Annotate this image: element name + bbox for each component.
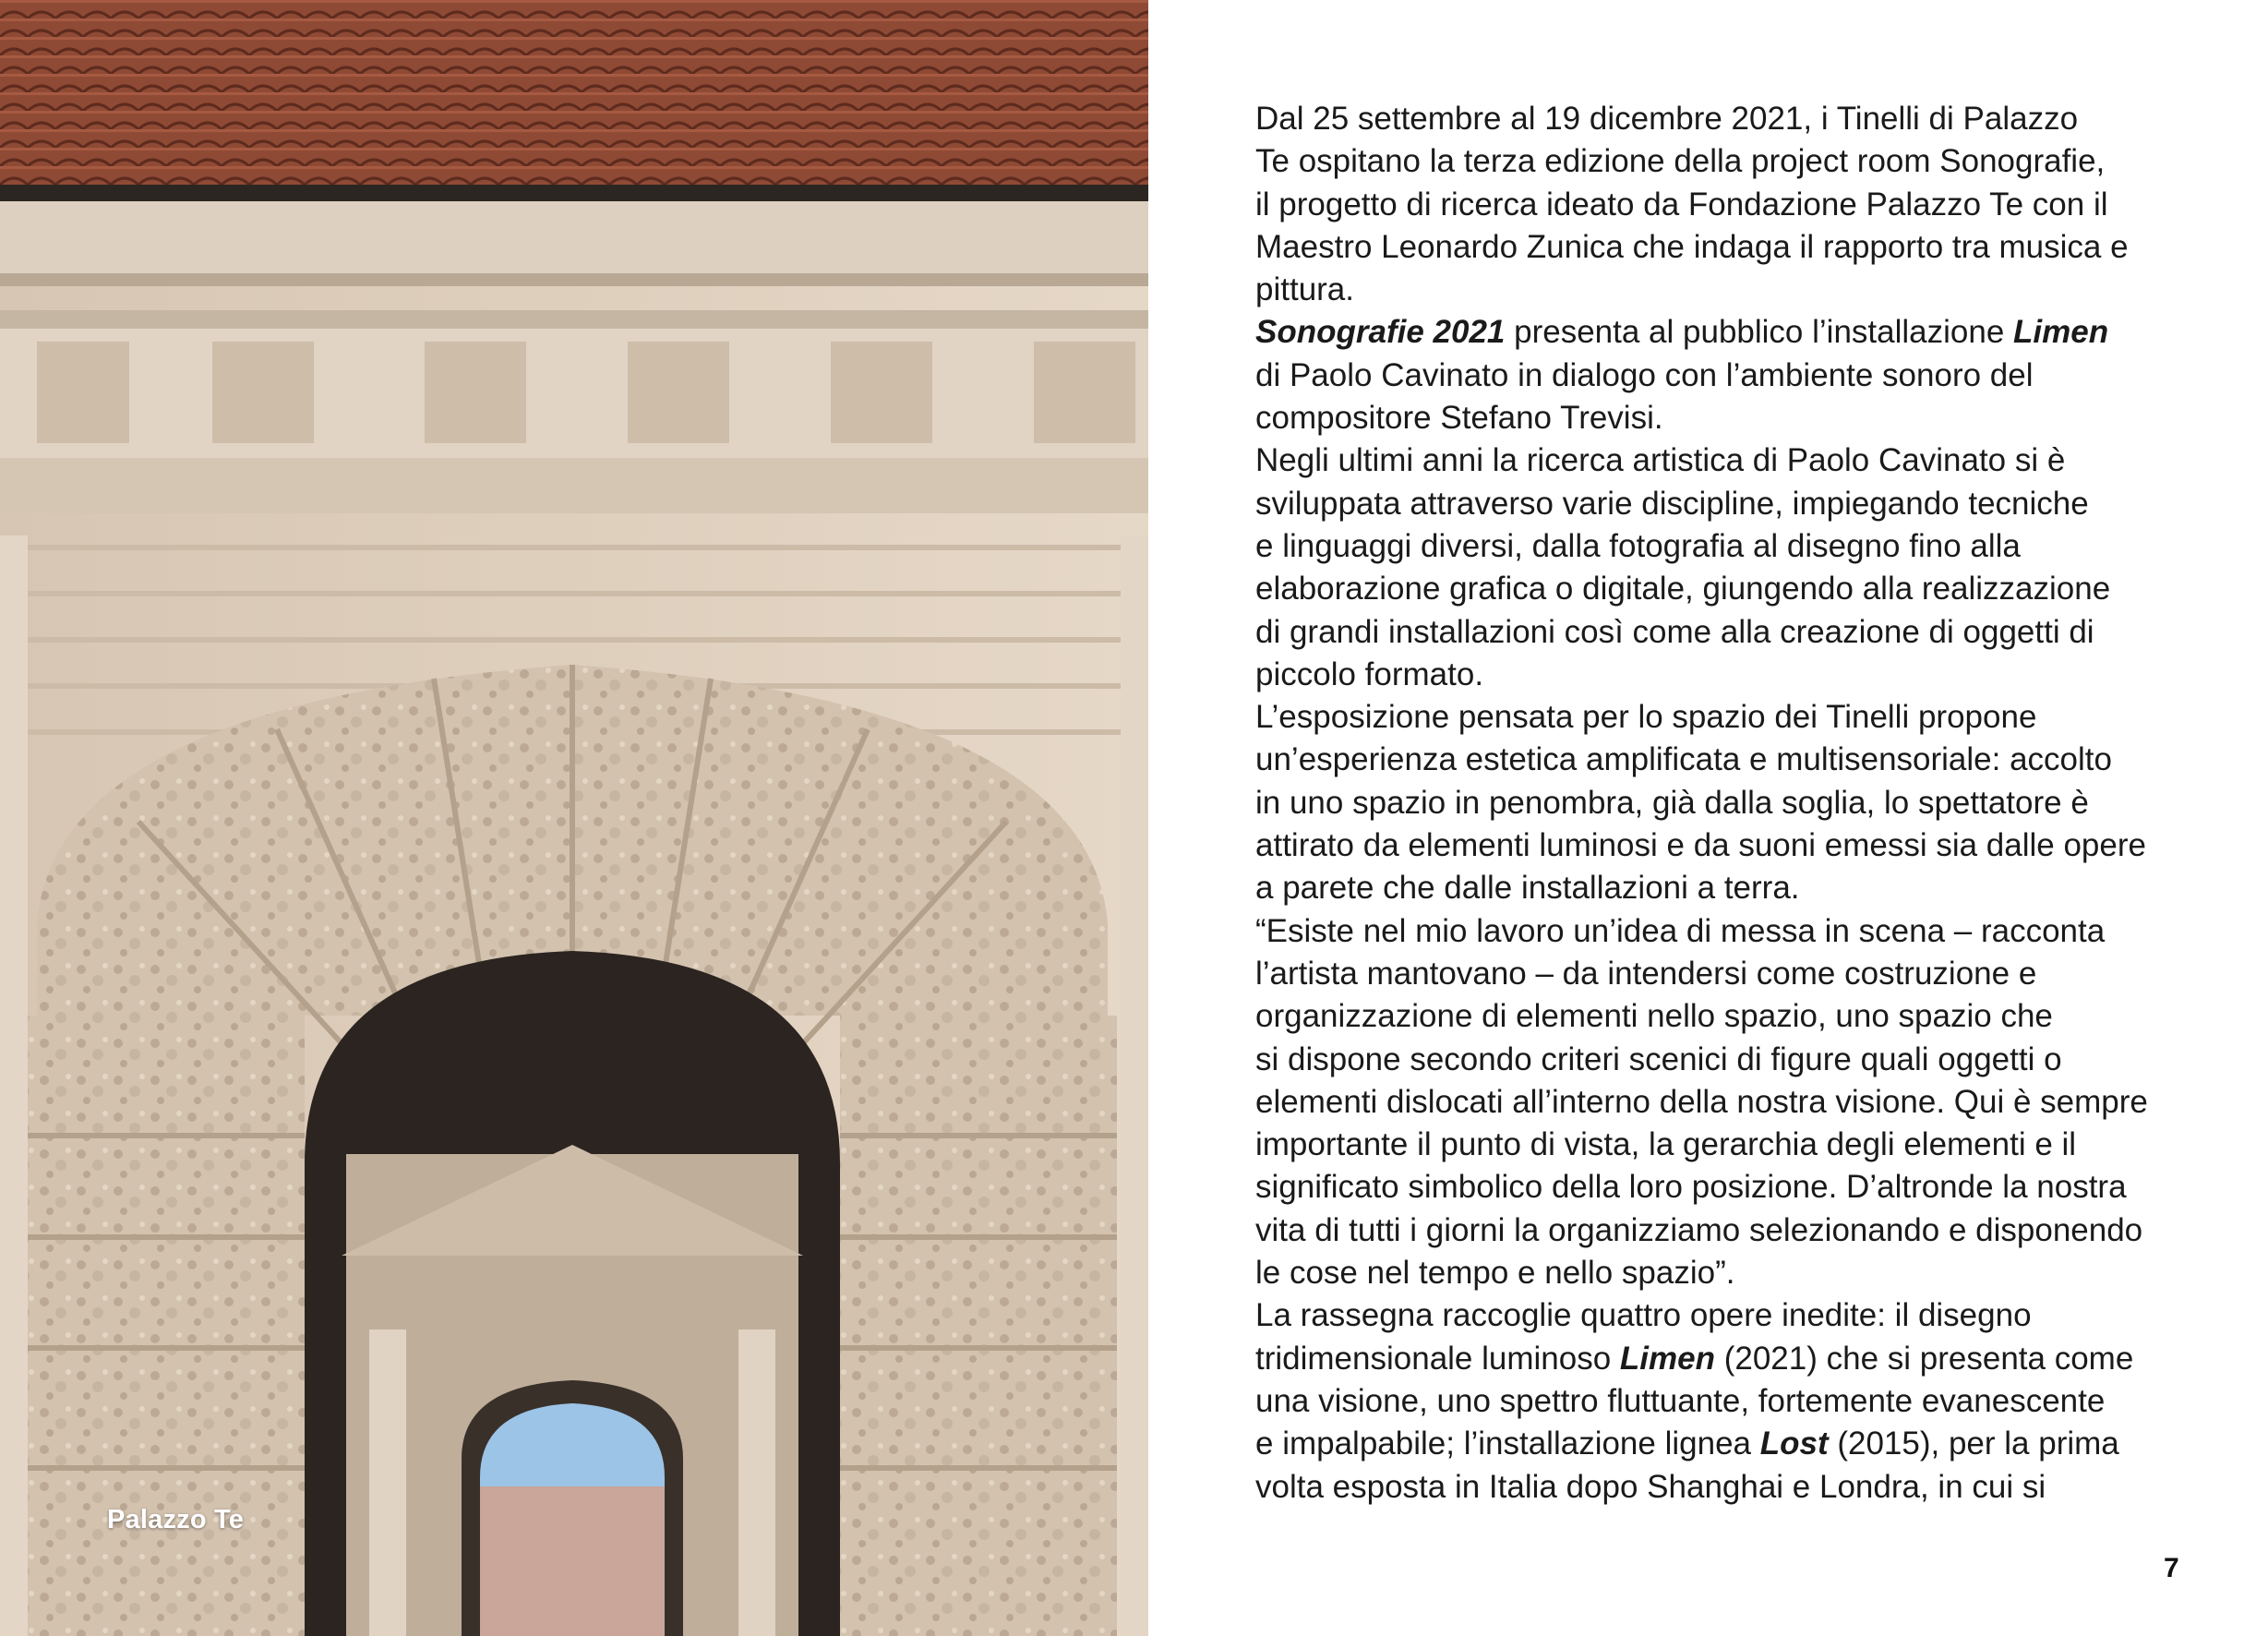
emphasis-text: Sonografie 2021 bbox=[1255, 314, 1506, 351]
text-line bbox=[1255, 269, 2215, 311]
text-run: a parete che dalle installazioni a terra. bbox=[1255, 870, 1800, 907]
text-line bbox=[1255, 355, 2215, 397]
text-line bbox=[1255, 611, 2215, 654]
text-run: (2021) che si presenta come bbox=[1715, 1340, 2134, 1377]
text-line bbox=[1255, 525, 2215, 568]
text-line bbox=[1255, 98, 2215, 140]
text-run: presenta al pubblico l’installazione bbox=[1505, 314, 2014, 351]
text-line bbox=[1255, 782, 2215, 824]
text-run: (2015), per la prima bbox=[1828, 1425, 2119, 1462]
text-run: elementi dislocati all’interno della nostra visione. Qui è sempre bbox=[1255, 1083, 2148, 1120]
text-run: di Paolo Cavinato in dialogo con l’ambiente sonoro del bbox=[1255, 356, 2034, 393]
photo-caption: Palazzo Te bbox=[107, 1505, 245, 1534]
text-run: “Esiste nel mio lavoro un’idea di messa in scena – racconta bbox=[1255, 912, 2106, 949]
paragraph bbox=[1255, 1294, 2215, 1508]
text-run: volta esposta in Italia dopo Shanghai e Londra, in cui si bbox=[1255, 1468, 2046, 1505]
text-line bbox=[1255, 184, 2215, 226]
text-line bbox=[1255, 824, 2215, 867]
text-line bbox=[1255, 696, 2215, 739]
paragraph bbox=[1255, 910, 2215, 1295]
text-line bbox=[1255, 1039, 2215, 1081]
text-line bbox=[1255, 1423, 2215, 1465]
text-run: una visione, uno spettro fluttuante, fortemente evanescente bbox=[1255, 1382, 2106, 1419]
text-run: Negli ultimi anni la ricerca artistica di Paolo Cavinato si è bbox=[1255, 442, 2066, 479]
text-line bbox=[1255, 910, 2215, 953]
text-run: vita di tutti i giorni la organizziamo selezionando e disponendo bbox=[1255, 1211, 2143, 1248]
emphasis-text: Limen bbox=[1619, 1340, 1715, 1377]
text-run: il progetto di ricerca ideato da Fondazione Palazzo Te con il bbox=[1255, 186, 2108, 223]
text-run: pittura. bbox=[1255, 271, 1354, 308]
text-line bbox=[1255, 1081, 2215, 1124]
emphasis-text: Lost bbox=[1759, 1425, 1829, 1462]
text-line bbox=[1255, 439, 2215, 482]
emphasis-text: Limen bbox=[2013, 314, 2109, 351]
text-line bbox=[1255, 1166, 2215, 1209]
text-run: Te ospitano la terza edizione della project room Sonografie, bbox=[1255, 143, 2106, 180]
text-line bbox=[1255, 483, 2215, 525]
text-run: importante il punto di vista, la gerarchia degli elementi e il bbox=[1255, 1126, 2077, 1163]
text-line bbox=[1255, 953, 2215, 995]
text-run: organizzazione di elementi nello spazio, uno spazio che bbox=[1255, 998, 2053, 1035]
text-run: significato simbolico della loro posizione. D’altronde la nostra bbox=[1255, 1169, 2127, 1206]
text-line bbox=[1255, 654, 2215, 696]
text-run: Dal 25 settembre al 19 dicembre 2021, i Tinelli di Palazzo bbox=[1255, 101, 2079, 137]
text-line bbox=[1255, 1294, 2215, 1337]
text-run: e impalpabile; l’installazione lignea bbox=[1255, 1425, 1760, 1462]
page-number: 7 bbox=[2164, 1553, 2179, 1583]
text-run: La rassegna raccoglie quattro opere inedite: il disegno bbox=[1255, 1297, 2032, 1334]
text-run: l’artista mantovano – da intendersi come costruzione e bbox=[1255, 955, 2037, 992]
text-line bbox=[1255, 1380, 2215, 1423]
text-line bbox=[1255, 1338, 2215, 1380]
text-run: di grandi installazioni così come alla creazione di oggetti di bbox=[1255, 613, 2094, 650]
text-run: tridimensionale luminoso bbox=[1255, 1340, 1620, 1377]
paragraph bbox=[1255, 439, 2215, 696]
text-line bbox=[1255, 1209, 2215, 1252]
text-run: compositore Stefano Trevisi. bbox=[1255, 400, 1663, 437]
text-line bbox=[1255, 568, 2215, 610]
text-line bbox=[1255, 1466, 2215, 1509]
paragraph bbox=[1255, 98, 2215, 311]
text-line bbox=[1255, 226, 2215, 269]
text-line bbox=[1255, 739, 2215, 781]
text-run: e linguaggi diversi, dalla fotografia al disegno fino alla bbox=[1255, 527, 2021, 564]
text-run: attirato da elementi luminosi e da suoni emessi sia dalle opere bbox=[1255, 827, 2146, 864]
text-line bbox=[1255, 140, 2215, 183]
text-run: L’esposizione pensata per lo spazio dei Tinelli propone bbox=[1255, 699, 2037, 736]
text-line bbox=[1255, 311, 2215, 354]
text-run: Maestro Leonardo Zunica che indaga il rapporto tra musica e bbox=[1255, 228, 2129, 265]
text-line bbox=[1255, 397, 2215, 439]
text-line bbox=[1255, 867, 2215, 909]
text-line bbox=[1255, 1252, 2215, 1294]
text-run: piccolo formato. bbox=[1255, 656, 1484, 692]
paragraph bbox=[1255, 311, 2215, 439]
text-line bbox=[1255, 1124, 2215, 1166]
text-run: le cose nel tempo e nello spazio”. bbox=[1255, 1255, 1735, 1292]
paragraph bbox=[1255, 696, 2215, 909]
text-run: elaborazione grafica o digitale, giungendo alla realizzazione bbox=[1255, 571, 2111, 607]
text-run: sviluppata attraverso varie discipline, impiegando tecniche bbox=[1255, 485, 2089, 522]
text-run: un’esperienza estetica amplificata e multisensoriale: accolto bbox=[1255, 741, 2112, 778]
body-text bbox=[1255, 98, 2215, 1509]
text-run: si dispone secondo criteri scenici di figure quali oggetti o bbox=[1255, 1041, 2062, 1077]
text-run: in uno spazio in penombra, già dalla soglia, lo spettatore è bbox=[1255, 784, 2089, 821]
text-line bbox=[1255, 995, 2215, 1038]
